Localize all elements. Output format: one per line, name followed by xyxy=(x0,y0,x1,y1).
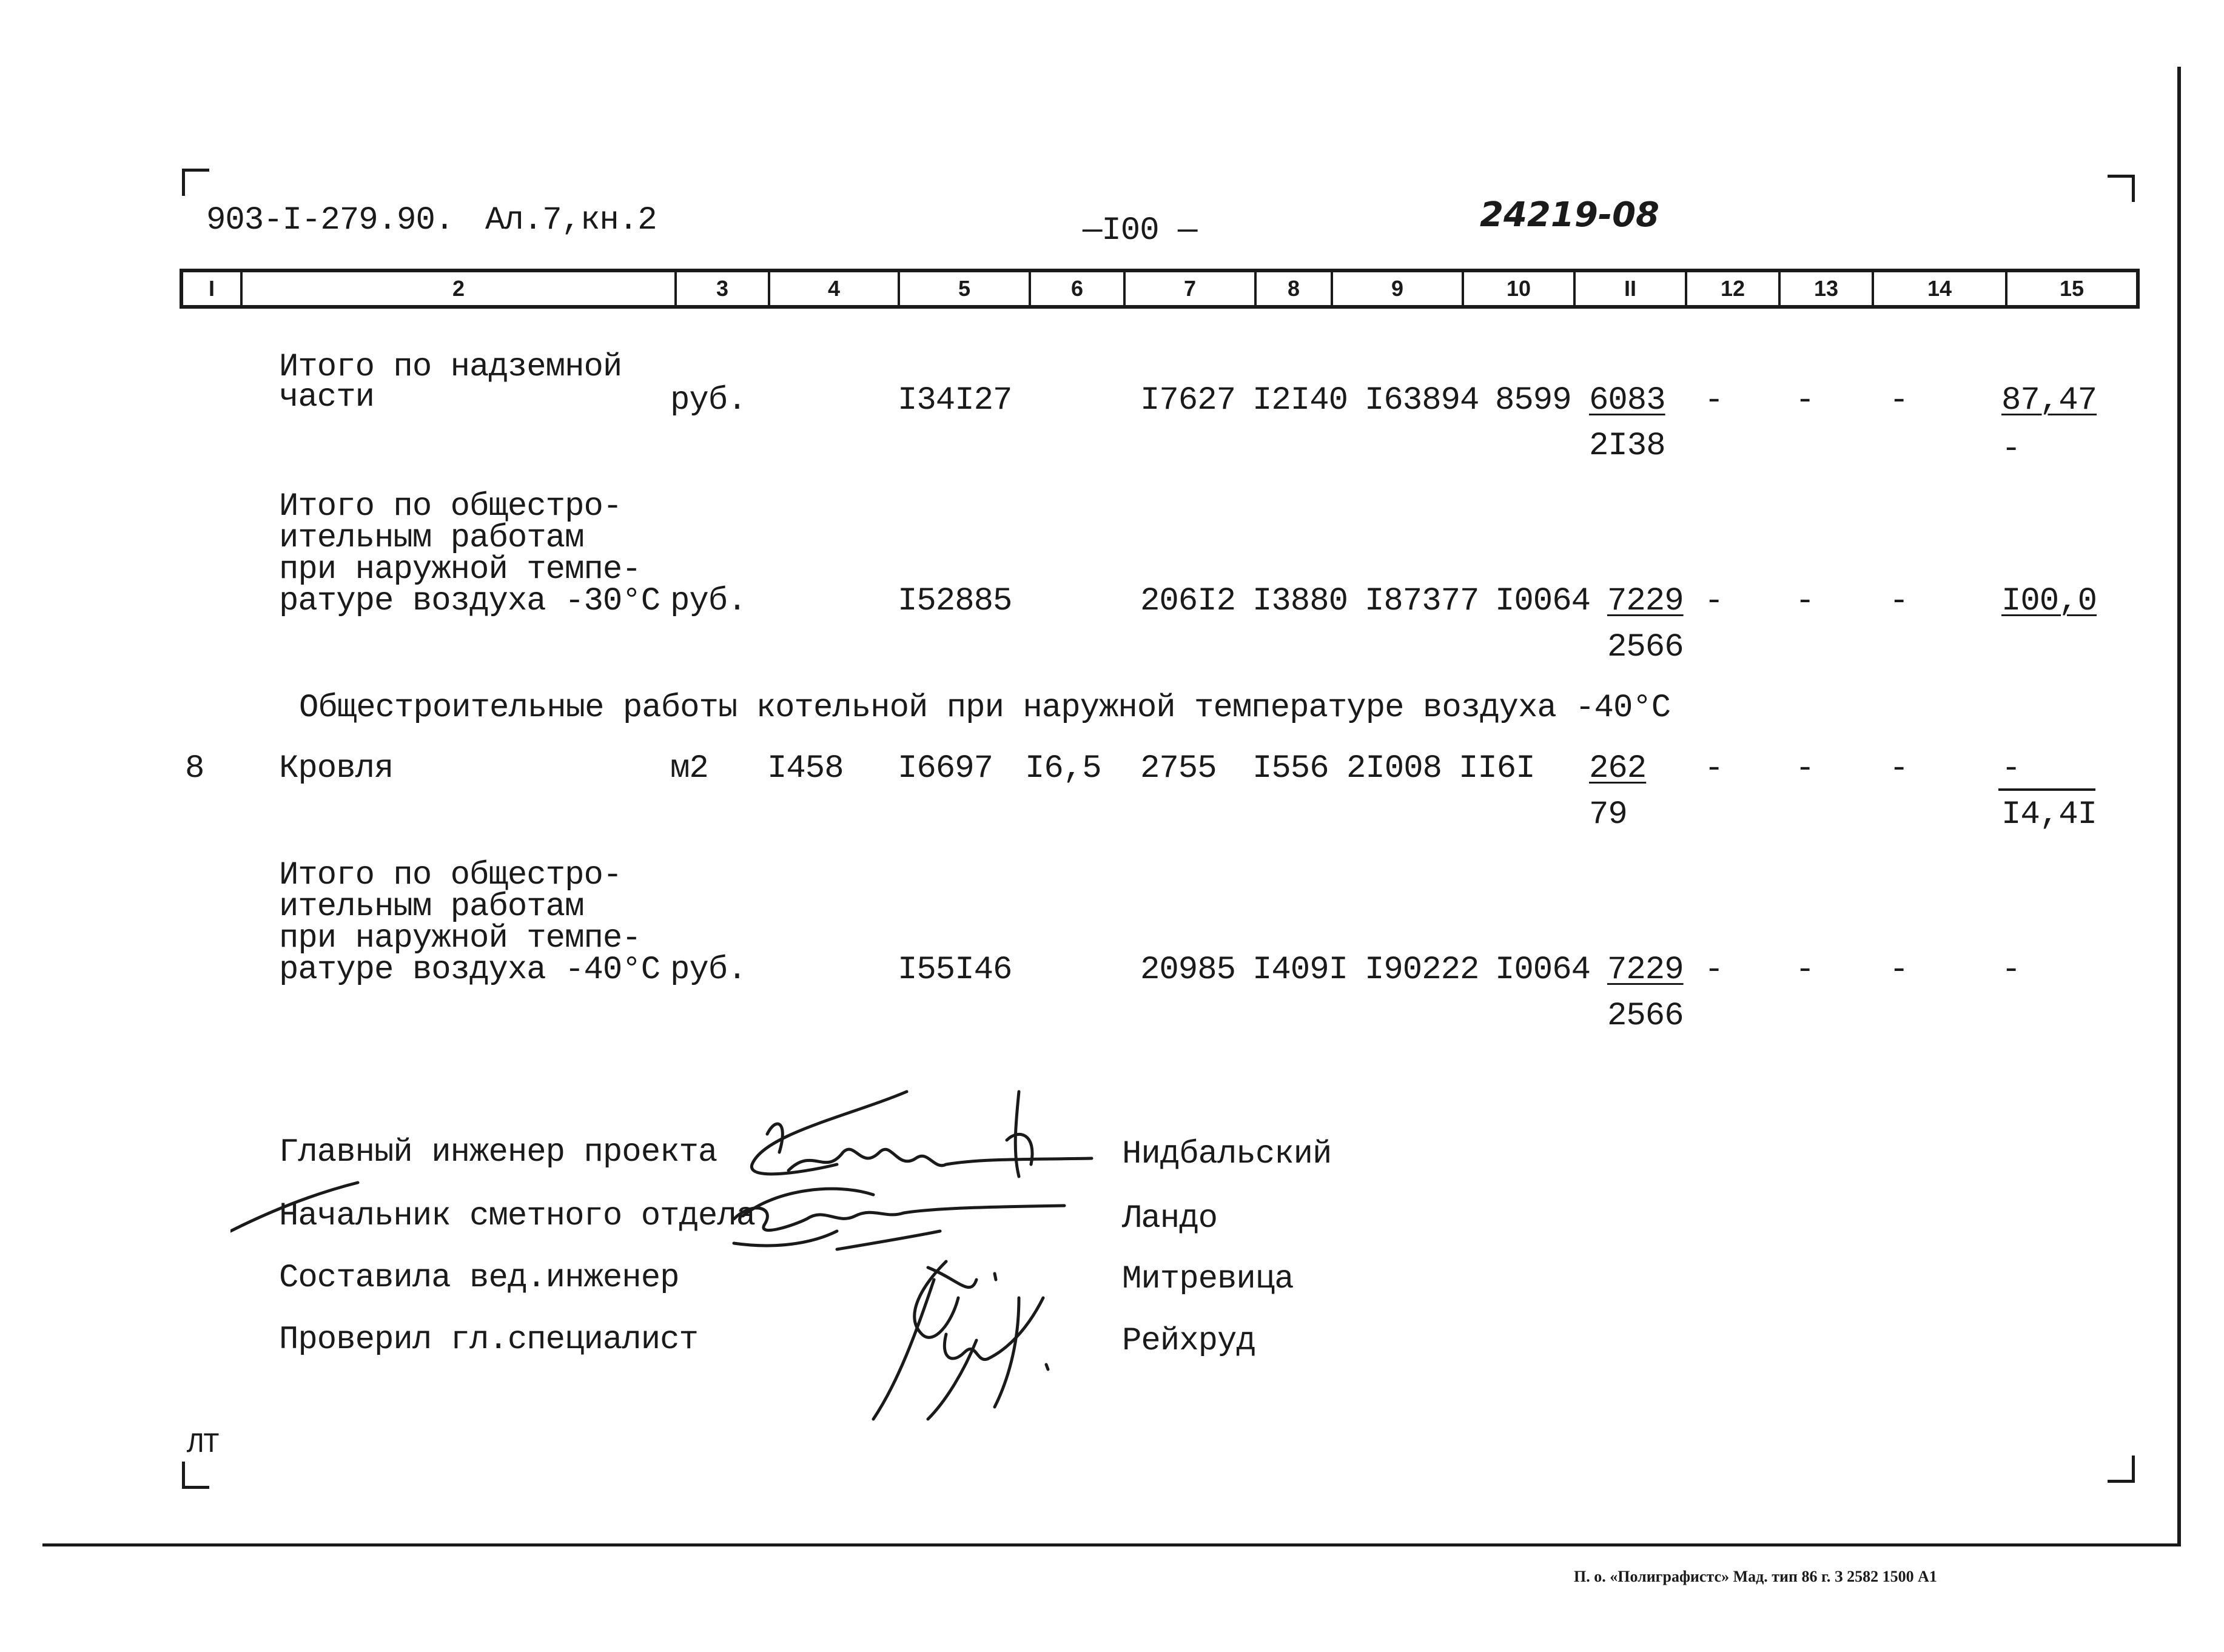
cell-col-11-top: 7229 xyxy=(1607,952,1684,989)
row-name: ительным работам xyxy=(279,888,584,925)
cell-col-11-bottom: 2I38 xyxy=(1589,428,1665,465)
row-name: Кровля xyxy=(279,750,394,787)
header-col-2: 2 xyxy=(243,272,677,305)
row-number: 8 xyxy=(185,750,204,787)
signature-name: Рейхруд xyxy=(1122,1323,1255,1360)
cell-col-10: II6I xyxy=(1459,750,1535,787)
header-col-1: I xyxy=(183,272,243,305)
page-number: —I00 — xyxy=(1083,212,1197,249)
row-unit: руб. xyxy=(670,382,747,419)
cell-col-10: 8599 xyxy=(1495,382,1571,419)
cell-col-8: I556 xyxy=(1252,750,1329,787)
cell-col-11-top: 262 xyxy=(1589,750,1647,787)
cell-col-10: I0064 xyxy=(1495,583,1591,620)
sheet-right-border xyxy=(2177,67,2181,1546)
cell-col-4: I458 xyxy=(767,750,844,787)
cell-col-7: 206I2 xyxy=(1140,583,1236,620)
corner-mark-top-left xyxy=(182,169,209,196)
handwritten-signatures xyxy=(230,1080,1110,1431)
cell-col-15-bottom: - xyxy=(2001,431,2021,468)
header-col-14: 14 xyxy=(1874,272,2007,305)
header-col-6: 6 xyxy=(1031,272,1126,305)
row-name: Итого по надземной xyxy=(279,349,622,386)
cell-col-8: I2I40 xyxy=(1252,382,1348,419)
cell-col-12: - xyxy=(1704,952,1724,989)
row-name: при наружной темпе- xyxy=(279,920,641,957)
fraction-line xyxy=(1998,788,2095,791)
row-unit: руб. xyxy=(670,583,747,620)
cell-col-15-top: - xyxy=(2001,750,2021,787)
cell-col-13: - xyxy=(1795,952,1815,989)
cell-col-15: - xyxy=(2001,952,2021,989)
cell-col-9: I63894 xyxy=(1365,382,1479,419)
header-col-5: 5 xyxy=(900,272,1031,305)
header-col-9: 9 xyxy=(1333,272,1464,305)
section-title: Общестроительные работы котельной при наружной температуре воздуха -40°С xyxy=(299,690,1671,727)
header-col-11: II xyxy=(1576,272,1687,305)
footer-imprint: П. о. «Полиграфистс» Мад. тип 86 г. З 2582 1500 А1 xyxy=(1574,1568,1937,1585)
corner-mark-bottom-right xyxy=(2108,1456,2135,1483)
row-unit: м2 xyxy=(670,750,708,787)
cell-col-5: I55I46 xyxy=(898,952,1012,989)
cell-col-9: I90222 xyxy=(1365,952,1479,989)
corner-mark-top-right xyxy=(2108,175,2135,202)
cell-col-12: - xyxy=(1704,583,1724,620)
cell-col-11-bottom: 79 xyxy=(1589,796,1627,833)
header-col-8: 8 xyxy=(1257,272,1333,305)
cell-col-5: I52885 xyxy=(898,583,1012,620)
cell-col-5: I6697 xyxy=(898,750,993,787)
cell-col-13: - xyxy=(1795,382,1815,419)
footer-mark: ЛТ xyxy=(187,1429,220,1460)
cell-col-9: I87377 xyxy=(1365,583,1479,620)
row-name: части xyxy=(279,379,375,416)
cell-col-14: - xyxy=(1889,382,1909,419)
cell-col-11-top: 6083 xyxy=(1589,382,1665,419)
signature-role: Проверил гл.специалист xyxy=(279,1321,698,1358)
cell-col-6: I6,5 xyxy=(1025,750,1101,787)
header-col-13: 13 xyxy=(1781,272,1874,305)
album-label: Ал.7,кн.2 xyxy=(485,202,657,239)
header-col-15: 15 xyxy=(2059,276,2085,301)
row-unit: руб. xyxy=(670,952,747,989)
cell-col-7: 2755 xyxy=(1140,750,1217,787)
cell-col-11-bottom: 2566 xyxy=(1607,629,1684,666)
table-header xyxy=(180,269,2140,309)
cell-col-11-bottom: 2566 xyxy=(1607,998,1684,1035)
signature-name: Ландо xyxy=(1122,1200,1218,1237)
cell-col-7: I7627 xyxy=(1140,382,1236,419)
cell-col-10: I0064 xyxy=(1495,952,1591,989)
cell-col-7: 20985 xyxy=(1140,952,1236,989)
cell-col-14: - xyxy=(1889,952,1909,989)
cell-col-15-top: I00,0 xyxy=(2001,583,2097,620)
row-name: ратуре воздуха -30°С xyxy=(279,583,660,620)
cell-col-14: - xyxy=(1889,583,1909,620)
cell-col-12: - xyxy=(1704,750,1724,787)
header-col-4: 4 xyxy=(770,272,900,305)
cell-col-9: 2I008 xyxy=(1346,750,1442,787)
header-col-3: 3 xyxy=(677,272,770,305)
cell-col-11-top: 7229 xyxy=(1607,583,1684,620)
cell-col-5: I34I27 xyxy=(898,382,1012,419)
row-name: Итого по общестро- xyxy=(279,488,622,525)
cell-col-15-top: 87,47 xyxy=(2001,382,2097,419)
cell-col-13: - xyxy=(1795,583,1815,620)
header-col-7: 7 xyxy=(1126,272,1257,305)
document-code: 903-I-279.90. xyxy=(206,202,454,239)
signature-role: Составила вед.инженер xyxy=(279,1260,679,1297)
cell-col-12: - xyxy=(1704,382,1724,419)
row-name: ительным работам xyxy=(279,520,584,557)
signature-role: Главный инженер проекта xyxy=(279,1134,717,1171)
signature-name: Митревица xyxy=(1122,1261,1294,1298)
stamp-number: 24219-08 xyxy=(1480,195,1659,235)
header-col-10: 10 xyxy=(1464,272,1576,305)
row-name: ратуре воздуха -40°С xyxy=(279,952,660,989)
cell-col-8: I409I xyxy=(1252,952,1348,989)
cell-col-8: I3880 xyxy=(1252,583,1348,620)
row-name: Итого по общестро- xyxy=(279,857,622,894)
row-name: при наружной темпе- xyxy=(279,551,641,588)
cell-col-13: - xyxy=(1795,750,1815,787)
corner-mark-bottom-left xyxy=(182,1462,209,1489)
sheet-bottom-border xyxy=(42,1543,2181,1546)
cell-col-15-bottom: I4,4I xyxy=(2001,796,2097,833)
header-col-12: 12 xyxy=(1687,272,1781,305)
cell-col-14: - xyxy=(1889,750,1909,787)
signature-name: Нидбальский xyxy=(1122,1136,1332,1173)
signature-role: Начальник сметного отдела xyxy=(279,1198,756,1235)
